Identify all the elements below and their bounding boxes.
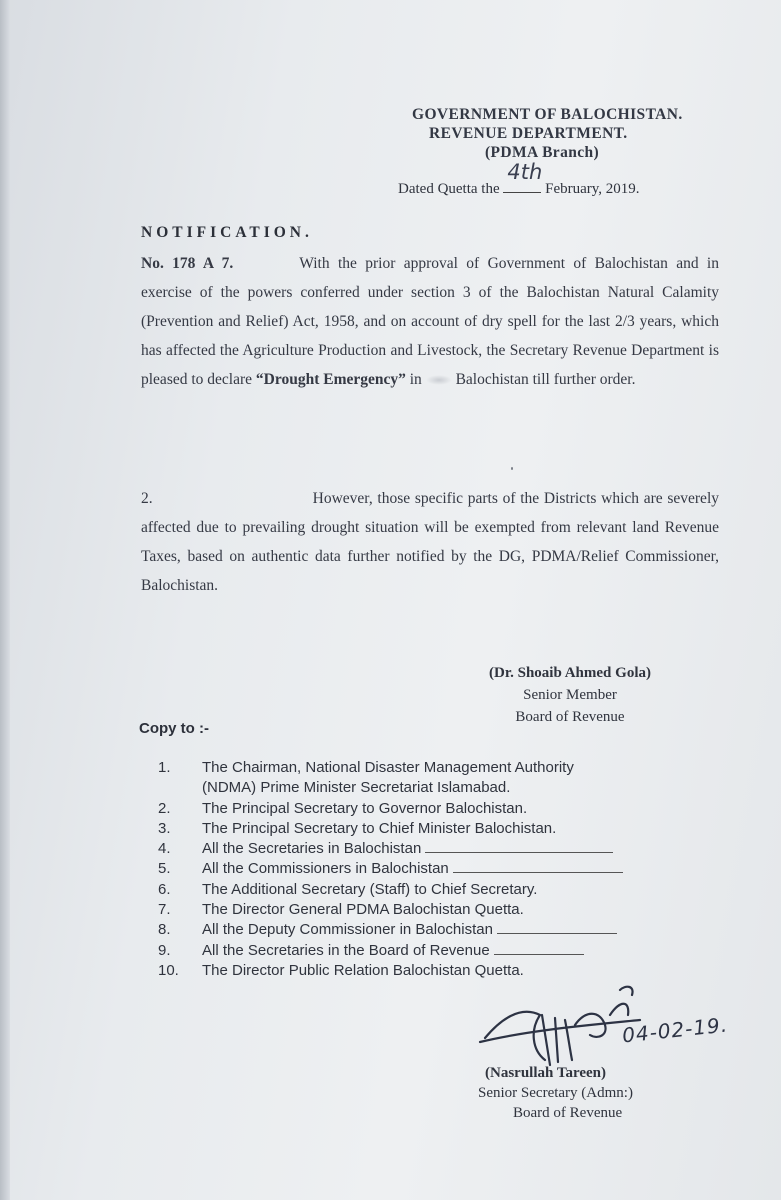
signatory-1-name: (Dr. Shoaib Ahmed Gola) <box>489 665 651 681</box>
letterhead-department: REVENUE DEPARTMENT. <box>429 125 628 142</box>
list-item: 6. The Additional Secretary (Staff) to Chief Secretary. <box>158 880 538 898</box>
notification-title: NOTIFICATION. <box>141 224 313 241</box>
signatory-1-title: Senior Member <box>523 687 617 703</box>
list-item: 3. The Principal Secretary to Chief Minister Balochistan. <box>158 819 557 837</box>
fill-line <box>494 941 584 955</box>
signatory-2-title: Senior Secretary (Admn:) <box>478 1085 633 1101</box>
letterhead-branch: (PDMA Branch) <box>485 144 600 161</box>
list-item: 8. All the Deputy Commissioner in Balochistan <box>158 920 623 940</box>
letterhead-government: GOVERNMENT OF BALOCHISTAN. <box>412 106 683 123</box>
list-item: 5. All the Commissioners in Balochistan <box>158 859 623 879</box>
drought-emergency-emphasis: “Drought Emergency” <box>255 371 406 388</box>
paragraph-1-text: With the prior approval of Government of Balochistan and in exercise of the powers conferred under section 3 of the Balochistan Natural Calamity (Prevention and Relief) Act, 1958, and on account of dry spell for the last 2/3 years, which has affected the Agriculture Production and Livestock, the Secretary Revenue Department is pleased to declare <box>141 255 719 388</box>
date-prefix: Dated Quetta the <box>398 181 500 197</box>
signatory-block-1 <box>489 662 651 728</box>
paragraph-1 <box>141 249 719 394</box>
fill-line <box>497 920 617 934</box>
copy-list <box>158 758 623 981</box>
list-item: 4. All the Secretaries in Balochistan <box>158 839 623 859</box>
list-item: (NDMA) Prime Minister Secretariat Islamabad. <box>202 779 511 797</box>
page-edge-shadow <box>0 0 10 1200</box>
date-day-handwritten: 4th <box>507 160 543 184</box>
date-suffix: February, 2019. <box>545 181 640 197</box>
list-item: 1. The Chairman, National Disaster Management Authority <box>158 759 574 776</box>
signatory-block-2 <box>473 1063 633 1123</box>
signatory-1-office: Board of Revenue <box>515 709 625 725</box>
list-item: 10. The Director Public Relation Balochistan Quetta. <box>158 961 524 979</box>
smudge-mark <box>426 375 452 385</box>
list-item: 9. All the Secretaries in the Board of Revenue <box>158 941 623 961</box>
notification-number: No. 178 A 7. <box>141 255 234 272</box>
list-item: 2. The Principal Secretary to Governor Balochistan. <box>158 799 528 817</box>
fill-line <box>425 839 613 853</box>
paper-speck <box>511 467 513 470</box>
paragraph-2-number: 2. <box>141 490 153 507</box>
date-day-blank <box>503 160 543 193</box>
fill-line <box>453 859 623 873</box>
signatory-2-office: Board of Revenue <box>513 1105 623 1121</box>
letterhead <box>412 105 683 162</box>
copy-to-label: Copy to :- <box>139 720 209 737</box>
list-item: 7. The Director General PDMA Balochistan Quetta. <box>158 901 524 919</box>
signatory-2-name: (Nasrullah Tareen) <box>485 1065 606 1081</box>
paragraph-2 <box>141 484 719 600</box>
paragraph-2-text: However, those specific parts of the Districts which are severely affected due to prevailing drought situation will be exempted from relevant land Revenue Taxes, based on authentic data further notified by the DG, PDMA/Relief Commissioner, Balochistan. <box>141 490 719 594</box>
paragraph-1-end: Balochistan till further order. <box>455 371 636 388</box>
signature-date: 04-02-19. <box>621 1012 730 1048</box>
paragraph-1-in: in <box>409 371 422 388</box>
date-line <box>398 160 640 198</box>
